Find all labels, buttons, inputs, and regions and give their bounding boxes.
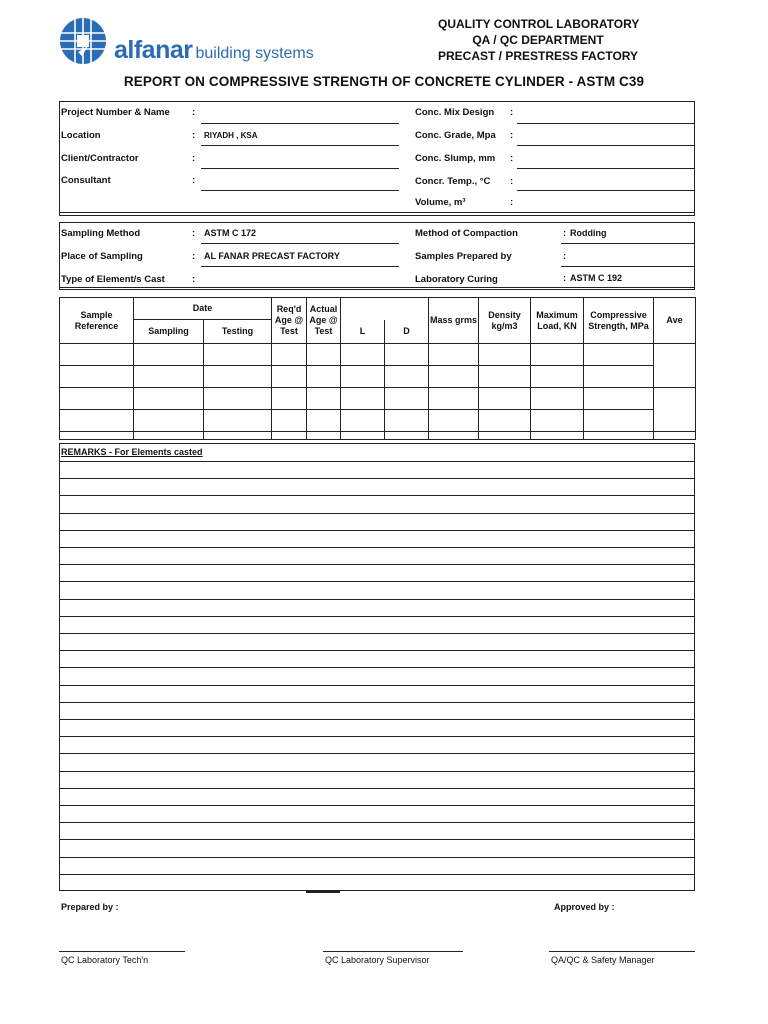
table-cell[interactable]: [204, 366, 272, 388]
prepared-by-label: Samples Prepared by: [415, 251, 512, 262]
colon: :: [192, 175, 196, 186]
remarks-line[interactable]: [59, 685, 694, 686]
table-row: [60, 388, 696, 410]
remarks-line[interactable]: [59, 805, 694, 806]
table-cell[interactable]: [584, 344, 654, 366]
field-line: [517, 123, 695, 124]
table-cell[interactable]: [60, 366, 134, 388]
page-mark: [306, 891, 340, 893]
remarks-line[interactable]: [59, 771, 694, 772]
header-sampling: Sampling: [134, 320, 204, 344]
table-cell[interactable]: [584, 410, 654, 432]
table-cell[interactable]: [204, 388, 272, 410]
table-cell[interactable]: [429, 344, 479, 366]
header-density: Density kg/m3: [479, 298, 531, 344]
remarks-line[interactable]: [59, 581, 694, 582]
remarks-title: REMARKS - For Elements casted: [61, 447, 203, 457]
signature-label-manager: QA/QC & Safety Manager: [551, 955, 655, 965]
logo-brand: alfanar: [114, 36, 193, 64]
field-line: [561, 266, 695, 267]
table-cell[interactable]: [204, 410, 272, 432]
field-line: [561, 243, 695, 244]
project-box-bottom-rule: [59, 212, 695, 213]
colon: :: [192, 153, 196, 164]
table-cell[interactable]: [385, 410, 429, 432]
table-cell[interactable]: [204, 344, 272, 366]
field-line: [517, 190, 695, 191]
remarks-line[interactable]: [59, 530, 694, 531]
signature-line-tech[interactable]: [59, 951, 185, 952]
field-line: [517, 168, 695, 169]
prepared-by: Prepared by :: [61, 902, 119, 912]
colon: :: [563, 251, 567, 262]
mix-design-label: Conc. Mix Design: [415, 107, 495, 118]
remarks-line[interactable]: [59, 650, 694, 651]
header-actual-age: Actual Age @ Test: [307, 298, 341, 344]
colon: :: [510, 130, 514, 141]
remarks-line[interactable]: [59, 633, 694, 634]
ave-cell[interactable]: [654, 388, 696, 432]
colon: :: [510, 107, 514, 118]
header-strength: Compressive Strength, MPa: [584, 298, 654, 344]
field-line: [201, 243, 399, 244]
test-results-table: [59, 297, 696, 440]
table-cell[interactable]: [429, 388, 479, 410]
sampling-box-bottom-rule: [59, 287, 695, 288]
project-number-label: Project Number & Name: [61, 107, 170, 118]
remarks-line[interactable]: [59, 702, 694, 703]
header-testing: Testing: [204, 320, 272, 344]
colon: :: [192, 228, 196, 239]
colon: :: [192, 107, 196, 118]
lab-header: [438, 16, 638, 64]
grade-label: Conc. Grade, Mpa: [415, 130, 496, 141]
remarks-line[interactable]: [59, 874, 694, 875]
table-cell[interactable]: [60, 388, 134, 410]
table-cell[interactable]: [341, 388, 385, 410]
table-cell[interactable]: [307, 366, 341, 388]
signature-label-supervisor: QC Laboratory Supervisor: [325, 955, 430, 965]
lab-line-3: PRECAST / PRESTRESS FACTORY: [438, 49, 639, 63]
remarks-line[interactable]: [59, 599, 694, 600]
approved-by: Approved by :: [554, 902, 615, 912]
table-cell[interactable]: [584, 388, 654, 410]
compaction-label: Method of Compaction: [415, 228, 518, 239]
table-cell[interactable]: [307, 344, 341, 366]
table-row: [60, 410, 696, 432]
table-cell[interactable]: [385, 366, 429, 388]
header-l: L: [341, 320, 385, 344]
colon: :: [192, 251, 196, 262]
remarks-line[interactable]: [59, 478, 694, 479]
table-cell[interactable]: [479, 344, 531, 366]
remarks-line[interactable]: [59, 547, 694, 548]
table-cell[interactable]: [134, 410, 204, 432]
location-label: Location: [61, 130, 101, 141]
table-cell[interactable]: [479, 366, 531, 388]
table-cell[interactable]: [272, 410, 307, 432]
remarks-line[interactable]: [59, 495, 694, 496]
colon: :: [563, 273, 567, 284]
compaction-value[interactable]: Rodding: [570, 228, 607, 238]
lab-line-1: QUALITY CONTROL LABORATORY: [438, 17, 640, 31]
table-cell[interactable]: [429, 410, 479, 432]
table-row: [60, 366, 696, 388]
header-dimensions-blank: [341, 298, 429, 320]
signature-line-manager[interactable]: [549, 951, 695, 952]
remarks-line[interactable]: [59, 667, 694, 668]
remarks-line[interactable]: [59, 822, 694, 823]
header-mass: Mass grms: [429, 298, 479, 344]
table-cell[interactable]: [584, 366, 654, 388]
signature-line-supervisor[interactable]: [323, 951, 463, 952]
report-title: REPORT ON COMPRESSIVE STRENGTH OF CONCRETE CYLINDER - ASTM C39: [123, 74, 645, 89]
colon: :: [510, 197, 514, 208]
table-cell[interactable]: [531, 366, 584, 388]
field-line: [201, 145, 399, 146]
remarks-line[interactable]: [59, 461, 694, 462]
slump-label: Conc. Slump, mm: [415, 153, 496, 164]
element-type-label: Type of Element/s Cast: [61, 274, 165, 285]
remarks-line[interactable]: [59, 616, 694, 617]
header-d: D: [385, 320, 429, 344]
field-line: [517, 145, 695, 146]
header-max-load: Maximum Load, KN: [531, 298, 584, 344]
table-row: [60, 432, 696, 440]
table-cell[interactable]: [134, 344, 204, 366]
colon: :: [510, 176, 514, 187]
place-of-sampling-value[interactable]: AL FANAR PRECAST FACTORY: [204, 251, 340, 261]
company-logo: [58, 16, 358, 66]
remarks-line[interactable]: [59, 513, 694, 514]
table-cell[interactable]: [272, 344, 307, 366]
place-of-sampling-label: Place of Sampling: [61, 251, 143, 262]
header-date: Date: [134, 298, 272, 320]
table-cell[interactable]: [307, 410, 341, 432]
field-line: [201, 266, 399, 267]
table-cell[interactable]: [341, 366, 385, 388]
table-cell[interactable]: [385, 388, 429, 410]
temp-label: Concr. Temp., °C: [415, 176, 491, 187]
logo-globe-icon: [58, 16, 108, 66]
lab-line-2: QA / QC DEPARTMENT: [472, 33, 604, 47]
header-reqd-age: Req'd Age @ Test: [272, 298, 307, 344]
volume-label: Volume, m³: [415, 197, 466, 208]
colon: :: [563, 228, 567, 239]
sampling-method-value[interactable]: ASTM C 172: [204, 228, 257, 238]
table-cell[interactable]: [307, 388, 341, 410]
table-cell[interactable]: [60, 344, 134, 366]
table-cell[interactable]: [479, 410, 531, 432]
colon: :: [192, 274, 196, 285]
remarks-line[interactable]: [59, 736, 694, 737]
field-line: [201, 123, 399, 124]
table-cell[interactable]: [531, 344, 584, 366]
colon: :: [192, 130, 196, 141]
table-cell[interactable]: [429, 366, 479, 388]
consultant-label: Consultant: [61, 175, 111, 186]
remarks-line[interactable]: [59, 753, 694, 754]
field-line: [201, 168, 399, 169]
table-cell[interactable]: [60, 410, 134, 432]
logo-wordmark: [114, 36, 314, 65]
logo-sub: building systems: [195, 45, 314, 62]
remarks-line[interactable]: [59, 857, 694, 858]
remarks-line[interactable]: [59, 719, 694, 720]
table-cell[interactable]: [134, 388, 204, 410]
table-row: [60, 344, 696, 366]
table-cell[interactable]: [531, 388, 584, 410]
client-label: Client/Contractor: [61, 153, 139, 164]
ave-cell[interactable]: [654, 344, 696, 388]
header-sample-reference: Sample Reference: [60, 298, 134, 344]
colon: :: [510, 153, 514, 164]
table-cell[interactable]: [272, 366, 307, 388]
remarks-line[interactable]: [59, 839, 694, 840]
table-cell[interactable]: [134, 366, 204, 388]
header-ave: Ave: [654, 298, 696, 344]
curing-value[interactable]: ASTM C 192: [570, 273, 623, 283]
project-info-box: [59, 101, 695, 216]
table-cell[interactable]: [531, 410, 584, 432]
sampling-method-label: Sampling Method: [61, 228, 141, 239]
table-cell[interactable]: [341, 344, 385, 366]
remarks-line[interactable]: [59, 564, 694, 565]
field-line: [201, 190, 399, 191]
table-cell[interactable]: [385, 344, 429, 366]
location-value[interactable]: RIYADH , KSA: [204, 131, 258, 140]
curing-label: Laboratory Curing: [415, 274, 498, 285]
table-cell[interactable]: [341, 410, 385, 432]
table-cell[interactable]: [479, 388, 531, 410]
table-cell[interactable]: [272, 388, 307, 410]
remarks-line[interactable]: [59, 788, 694, 789]
signature-label-tech: QC Laboratory Tech'n: [61, 955, 149, 965]
